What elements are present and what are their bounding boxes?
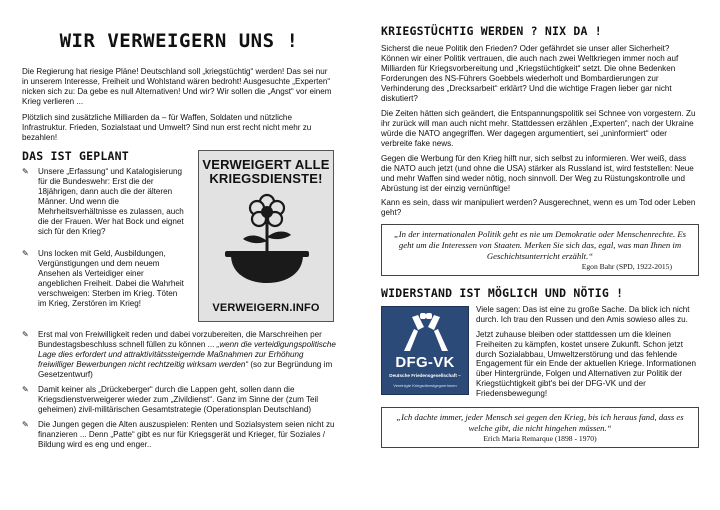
bullet-text: Damit keiner als „Drückeberger“ durch die Lappen geht, sollen dann die Kriegsdienstverweigerer wieder zum „Zivildienst“. Ganz im Sinne der (zum Teil geheimen) zivil-militärischen Gesamtstrategie (Operationsplan Deutschland) — [38, 384, 319, 414]
quote-author: Erich Maria Remarque (1898 - 1970) — [483, 434, 597, 444]
bullet-quote-italic: „wenn die verteidigungspolitische Lage dies erfordert und attraktivitätssteigernde Maßnahmen zur Erhöhung freiwilliger Bewerbungen nicht rechtzeitig wirksam werden“ — [38, 339, 336, 369]
widerstand-content — [381, 305, 699, 400]
flower-helmet-icon — [217, 193, 317, 289]
paragraph: Die Zeiten hätten sich geändert, die Entspannungspolitik sei Schnee von vorgestern. Zu ihr zurück will man auch nicht mehr. Stattdessen erzählen „Experten“, nach der Ukraine würde die NATO angegriffen. Wer dagegen argumentiert, sei „uninformiert“ oder verbreite fake news. — [381, 108, 696, 148]
logo-subtitle: Vereinigte KriegsdienstgegnerInnen — [393, 382, 457, 388]
broken-rifle-icon — [394, 311, 458, 355]
bullet-item — [22, 420, 336, 450]
poster-title-line-1: VERWEIGERT ALLE — [202, 157, 330, 173]
pencil-icon: ✎ — [22, 384, 29, 394]
widerstand-section-title: WIDERSTAND IST MÖGLICH UND NÖTIG ! — [381, 285, 624, 300]
quote-author: Egon Bahr (SPD, 1922-2015) — [581, 262, 672, 272]
paragraph: Viele sagen: Das ist eine zu große Sache. Da blick ich nicht durch. Ich trau den Russen und den Amis sowieso alles zu. — [476, 304, 690, 324]
logo-acronym: DFG-VK — [395, 353, 455, 371]
bullet-text: Die Jungen gegen die Alten auszuspielen: Renten und Sozialsystem seien nicht zu finanzieren ... Denn „Patte“ gibt es nur für Kriegsgerät und Krieger, für Soziales / Bildung wird es eng und enger.. — [38, 419, 335, 449]
main-title: WIR VERWEIGERN UNS ! — [59, 30, 299, 52]
paragraph: Gegen die Werbung für den Krieg hilft nur, sich selbst zu informieren. Wer weiß, dass die NATO auch jetzt (und ohne die USA) stärker als Russland ist, wird feststellen: Neue und mehr Waffen sind weder nötig, noch sinnvoll. Der Weg zu Rüstungskontrolle und Abrüstung ist der einzig vernünftige! — [381, 153, 694, 193]
quote-text: „In der internationalen Politik geht es nie um Demokratie oder Menschenrechte. Es geht um die Interessen von Staaten. Merken Sie sich das, egal, was man Ihnen im Geschichtsunterricht erzählt.“ — [393, 229, 687, 261]
pencil-icon: ✎ — [22, 330, 29, 340]
paragraph: Kann es sein, dass wir manipuliert werden? Ausgerechnet, wenn es um Tod oder Leben geht? — [381, 198, 696, 218]
bullet-text: Uns locken mit Geld, Ausbildungen, Vergünstigungen und dem neuem Ansehen als Verteidiger einer angeblichen Freiheit. Dabei die Wahrheit verschweigen: Sterben im Krieg. Töten im Krieg, Zerstören im Krieg! — [38, 249, 184, 308]
paragraph: Sicherst die neue Politik den Frieden? Oder gefährdet sie unser aller Sicherheit? Können wir einer Politik vertrauen, die auch nach zwei Weltkriegen immer noch auf Milliarden für Kriegsvorbereitung und „Kriegstüchtigkeit“ setzt. Die ohne Bedenken Forderungen des NS-Führers Goebbels wiederholt und Bombardierungen zur Verhinderung des „Drecksarbeit“ erklärt? Und die wichtige Fragen lieber gar nicht diskutiert? — [381, 44, 679, 103]
quote-box-bahr — [381, 224, 699, 275]
bullet-text-part: Erst mal von Freiwilligkeit reden und dabei vorzubereiten, die Marschreihen per Bundestagsbeschluss schnell füllen zu können ... — [38, 330, 322, 349]
pencil-icon: ✎ — [22, 419, 29, 429]
bullet-item — [22, 167, 188, 237]
pencil-icon: ✎ — [22, 249, 29, 259]
right-column — [381, 0, 699, 448]
intro-paragraph-1: Die Regierung hat riesige Pläne! Deutschland soll „kriegstüchtig“ werden! Das sei nur in unserem Interesse, Freiheit und Wohlstand wären bedroht! Ausgesuchte „Experten“ nicken sich zu: Da gebe es null Alternativen! Und wir? Wir sollen die „Angst“ vor einem Krieg verlieren ... — [22, 67, 332, 107]
verweigern-poster — [198, 150, 334, 322]
bullet-text — [38, 330, 336, 380]
logo-name: Deutsche Friedensgesellschaft – — [389, 372, 461, 378]
bullet-item — [22, 249, 188, 309]
kriegstuechtig-section-title: KRIEGSTÜCHTIG WERDEN ? NIX DA ! — [381, 24, 602, 38]
plan-section-title: DAS IST GEPLANT — [22, 149, 129, 164]
pencil-icon: ✎ — [22, 167, 29, 177]
widerstand-section — [381, 286, 699, 400]
plan-section — [22, 149, 336, 325]
left-column — [22, 0, 336, 450]
bullet-text-part: (so zur Begründung im Gesetzentwurf) — [38, 359, 333, 379]
bullet-item — [22, 330, 336, 380]
dfg-vk-logo — [381, 306, 469, 395]
poster-url: VERWEIGERN.INFO — [212, 301, 320, 314]
poster-title — [199, 158, 333, 185]
quote-box-remarque — [381, 407, 699, 448]
intro-paragraph-2: Plötzlich sind zusätzliche Milliarden da – für Waffen, Soldaten und nützliche Infrastruktur. Frieden, Sozialstaat und Umwelt? Sind nun erst recht nicht mehr zu bezahlen! — [22, 113, 312, 143]
bullet-text: Unsere „Erfassung“ und Katalogisierung für die Bundeswehr: Erst die der 18jährigen, dann auch die der älteren Männer. Und wenn die Mehrheitsverhältnisse es zulassen, auch die der Frauen. Wer hat Bock und eignet sich für den Krieg? — [38, 167, 184, 236]
paragraph: Jetzt zuhause bleiben oder stattdessen um die kleinen Freiheiten zu kämpfen, kostet unsere Zukunft. Schon jetzt durch Sozialabbau, Umweltzerstörung und das fehlende Engagement für ein Ende der aktuellen Kriege. Informationen über Hintergründe, Folgen und Alternativen zur Politik der Kriegstüchtigkeit gibt's bei der DFG-VK und der Friedensbewegung! — [476, 329, 697, 399]
quote-text: „Ich dachte immer, jeder Mensch sei gegen den Krieg, bis ich heraus fand, dass es welche gibt, die nicht hingehen müssen.“ — [396, 412, 684, 433]
poster-title-line-2: KRIEGSDIENSTE! — [209, 170, 323, 186]
bullet-item — [22, 385, 336, 415]
plan-bullets-wide — [22, 330, 336, 449]
